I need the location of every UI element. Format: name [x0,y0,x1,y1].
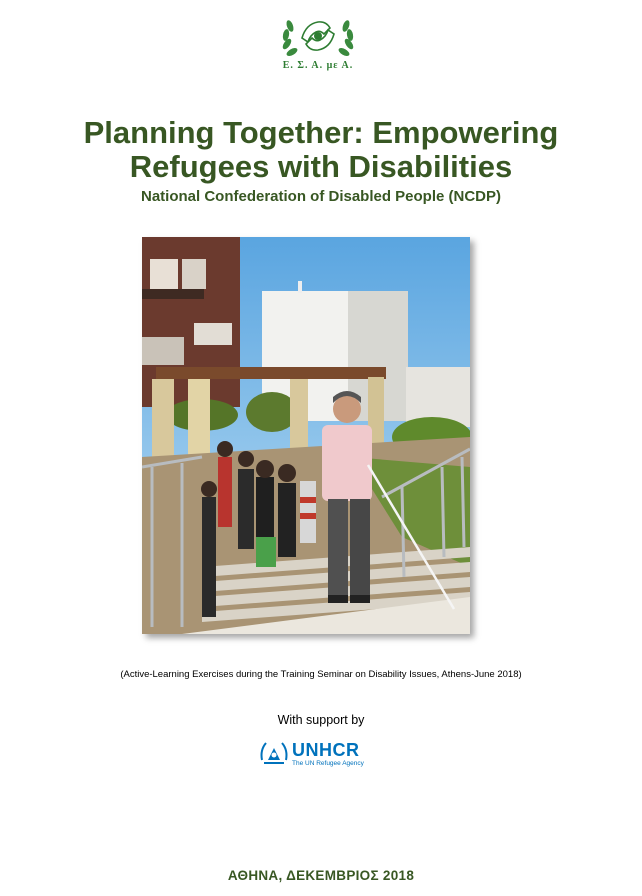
document-title [20,116,622,184]
unhcr-tagline: The UN Refugee Agency [292,760,364,767]
footer-place-date: ΑΘΗΝΑ, ΔΕΚΕΜΒΡΙΟΣ 2018 [227,868,415,883]
unhcr-logo [258,738,378,772]
photo-caption: (Active-Learning Exercises during the Training Seminar on Disability Issues, Athens-June 2018) [120,669,522,680]
photo-people-on-stairs-icon [142,237,470,634]
title-line-1: Planning Together: Empowering [83,115,559,150]
unhcr-emblem-icon [258,738,290,768]
cover-photo [142,237,470,634]
clasped-hands-icon [272,8,364,64]
document-subtitle: National Confederation of Disabled People (NCDP) [140,188,502,205]
unhcr-name: UNHCR [292,740,360,760]
support-label: With support by [277,713,365,727]
logo-text: Ε. Σ. Α. με Α. [282,60,354,71]
ncdp-logo [272,8,364,80]
title-line-2: Refugees with Disabilities [129,149,513,184]
